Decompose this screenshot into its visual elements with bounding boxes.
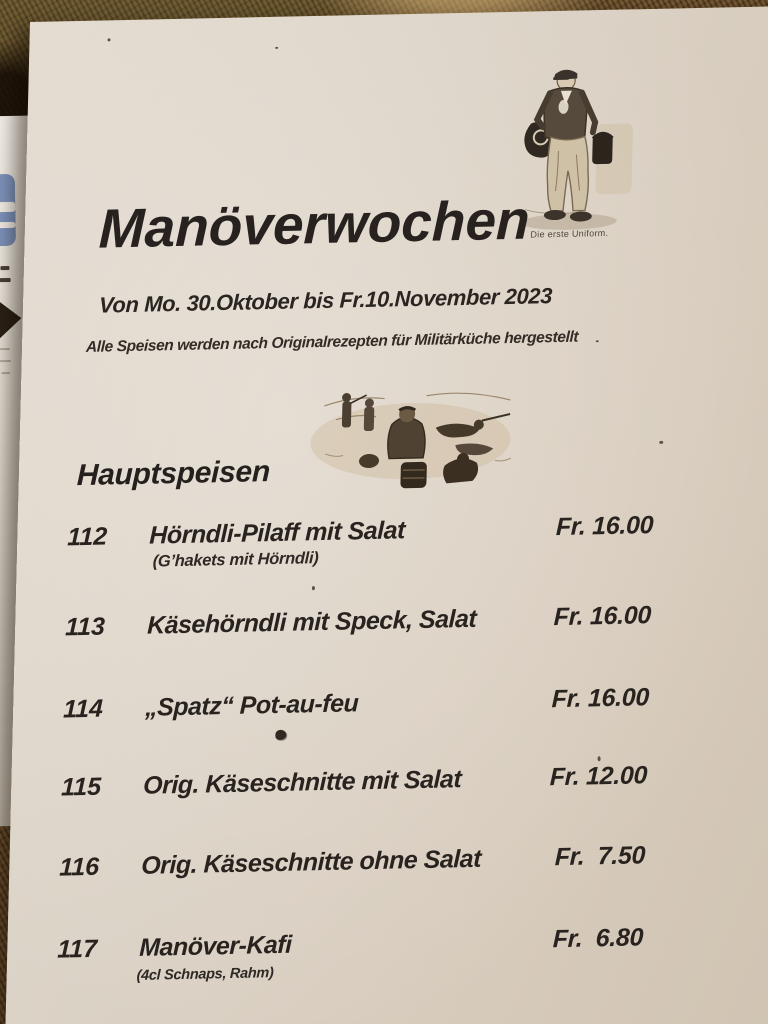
menu-item-115 <box>61 757 768 813</box>
menu-item-116 <box>59 837 768 893</box>
date-range: Von Mo. 30.Oktober bis Fr.10.November 2023 <box>98 283 553 318</box>
item-name: Hörndli-Pilaff mit Salat <box>149 516 406 550</box>
item-price: Fr. 16.00 <box>553 601 652 632</box>
item-subtitle: (4cl Schnaps, Rahm) <box>136 965 274 984</box>
item-price: Fr. 16.00 <box>555 511 654 542</box>
menu-note: Alle Speisen werden nach Originalrezepten für Militärküche hergestellt <box>85 328 579 356</box>
menu-item-114 <box>63 679 768 735</box>
page-title: Manöverwochen <box>98 188 531 260</box>
item-subtitle: (G’hakets mit Hörndli) <box>152 549 319 571</box>
paper-speck <box>107 38 110 41</box>
ink-smudge <box>275 730 286 740</box>
soldier-caption: Die erste Uniform. <box>530 227 609 240</box>
faint-print-line <box>0 348 10 350</box>
paper-speck <box>659 441 663 444</box>
item-number: 117 <box>56 934 98 964</box>
item-name: Manöver-Kafi <box>138 930 292 962</box>
paper-speck <box>598 756 601 761</box>
logo-white-slot <box>0 202 15 212</box>
tiny-print-mark <box>0 266 9 270</box>
item-price: Fr. 12.00 <box>549 761 648 792</box>
faint-print-line <box>1 372 10 374</box>
item-number: 113 <box>64 612 106 642</box>
faint-print-line <box>0 360 11 362</box>
item-number: 114 <box>62 694 104 724</box>
item-number: 115 <box>60 772 102 802</box>
item-number: 112 <box>67 522 108 552</box>
item-price: Fr. 7.50 <box>554 841 646 872</box>
tiny-print-mark <box>0 278 11 282</box>
item-name: Orig. Käseschnitte ohne Salat <box>140 844 482 880</box>
logo-white-slot <box>0 222 16 228</box>
field-camp-illustration <box>304 364 529 497</box>
item-name: Käsehörndli mit Speck, Salat <box>146 604 477 640</box>
menu-sheet <box>2 4 768 1024</box>
item-price: Fr. 16.00 <box>551 683 650 714</box>
item-price: Fr. 6.80 <box>552 923 644 954</box>
menu-item-117 <box>56 919 768 984</box>
item-name: Orig. Käseschnitte mit Salat <box>142 765 462 800</box>
item-name: „Spatz“ Pot-au-feu <box>144 689 359 722</box>
paper-speck <box>596 340 599 342</box>
paper-speck <box>275 47 278 49</box>
section-heading-hauptspeisen: Hauptspeisen <box>76 455 271 493</box>
dark-photo-corner <box>0 292 22 341</box>
menu-item-112 <box>67 507 768 571</box>
menu-item-113 <box>65 597 768 653</box>
paper-speck <box>312 586 315 590</box>
item-number: 116 <box>58 852 100 882</box>
partial-blue-logo-icon <box>0 174 16 247</box>
